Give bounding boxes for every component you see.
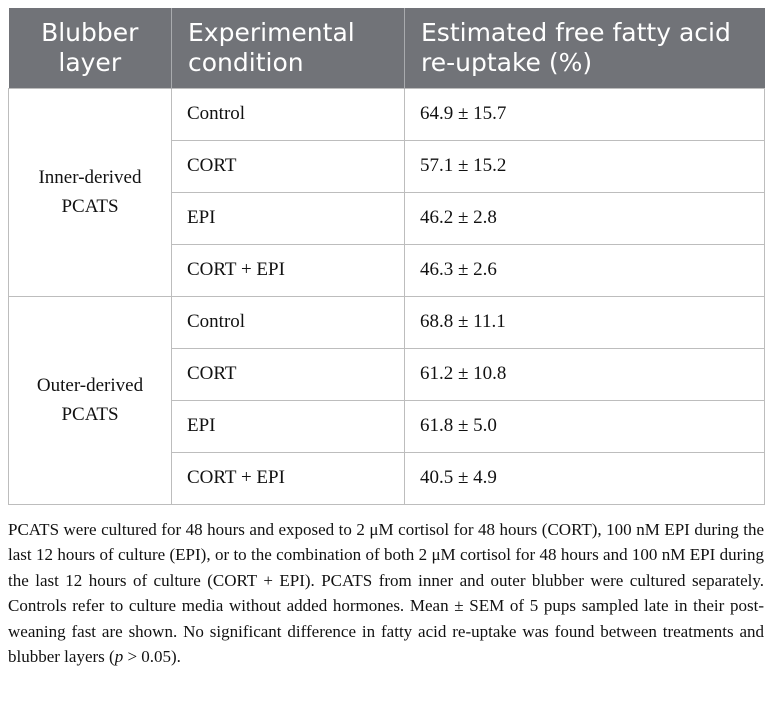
- header-fatty-acid-reuptake: [405, 8, 765, 88]
- value-cell: 68.8 ± 11.1: [405, 296, 765, 348]
- value-cell: 46.2 ± 2.8: [405, 192, 765, 244]
- footnote-text: PCATS were cultured for 48 hours and exposed to 2 μM cortisol for 48 hours (CORT), 100 nM EPI during the last 12 hours of culture (EPI), or to the combination of both 2 μM cortisol for 48 hours and 100 nM EPI during the last 12 hours of culture (CORT + EPI). PCATS from inner and outer blubber were cultured separately. Controls refer to culture media without added hormones. Mean ± SEM of 5 pups sampled late in their post-weaning fast are shown. No significant difference in fatty acid re-uptake was found between treatments and blubber layers (: [8, 519, 764, 666]
- header-fatty-acid-reuptake-text: Estimated free fatty acid re-uptake (%): [421, 18, 731, 77]
- value-cell: 46.3 ± 2.6: [405, 244, 765, 296]
- table-row: [9, 88, 765, 140]
- layer-cell-inner: [9, 88, 172, 296]
- results-table: [8, 8, 765, 505]
- value-cell: 40.5 ± 4.9: [405, 452, 765, 504]
- value-cell: 57.1 ± 15.2: [405, 140, 765, 192]
- layer-label-line1: Inner-derived: [38, 167, 142, 188]
- condition-cell: Control: [172, 88, 405, 140]
- value-cell: 61.8 ± 5.0: [405, 400, 765, 452]
- condition-cell: EPI: [172, 400, 405, 452]
- value-cell: 64.9 ± 15.7: [405, 88, 765, 140]
- condition-cell: EPI: [172, 192, 405, 244]
- header-experimental-condition: [172, 8, 405, 88]
- table-footnote: [8, 517, 764, 670]
- layer-label-line1: Outer-derived: [36, 375, 144, 396]
- header-blubber-layer: [9, 8, 172, 88]
- layer-label-line2: PCATS: [61, 404, 119, 425]
- layer-label-line2: PCATS: [61, 196, 119, 217]
- header-row: [9, 8, 765, 88]
- header-blubber-layer-text: Blubber layer: [41, 18, 139, 77]
- condition-cell: CORT: [172, 348, 405, 400]
- footnote-p-symbol: p: [114, 647, 124, 666]
- table-container: [8, 8, 764, 670]
- layer-cell-outer: [9, 296, 172, 504]
- condition-cell: CORT + EPI: [172, 244, 405, 296]
- header-experimental-condition-text: Experimental condition: [188, 18, 355, 77]
- value-cell: 61.2 ± 10.8: [405, 348, 765, 400]
- table-row: [9, 296, 765, 348]
- footnote-text-end: > 0.05).: [123, 647, 181, 666]
- condition-cell: CORT + EPI: [172, 452, 405, 504]
- condition-cell: Control: [172, 296, 405, 348]
- condition-cell: CORT: [172, 140, 405, 192]
